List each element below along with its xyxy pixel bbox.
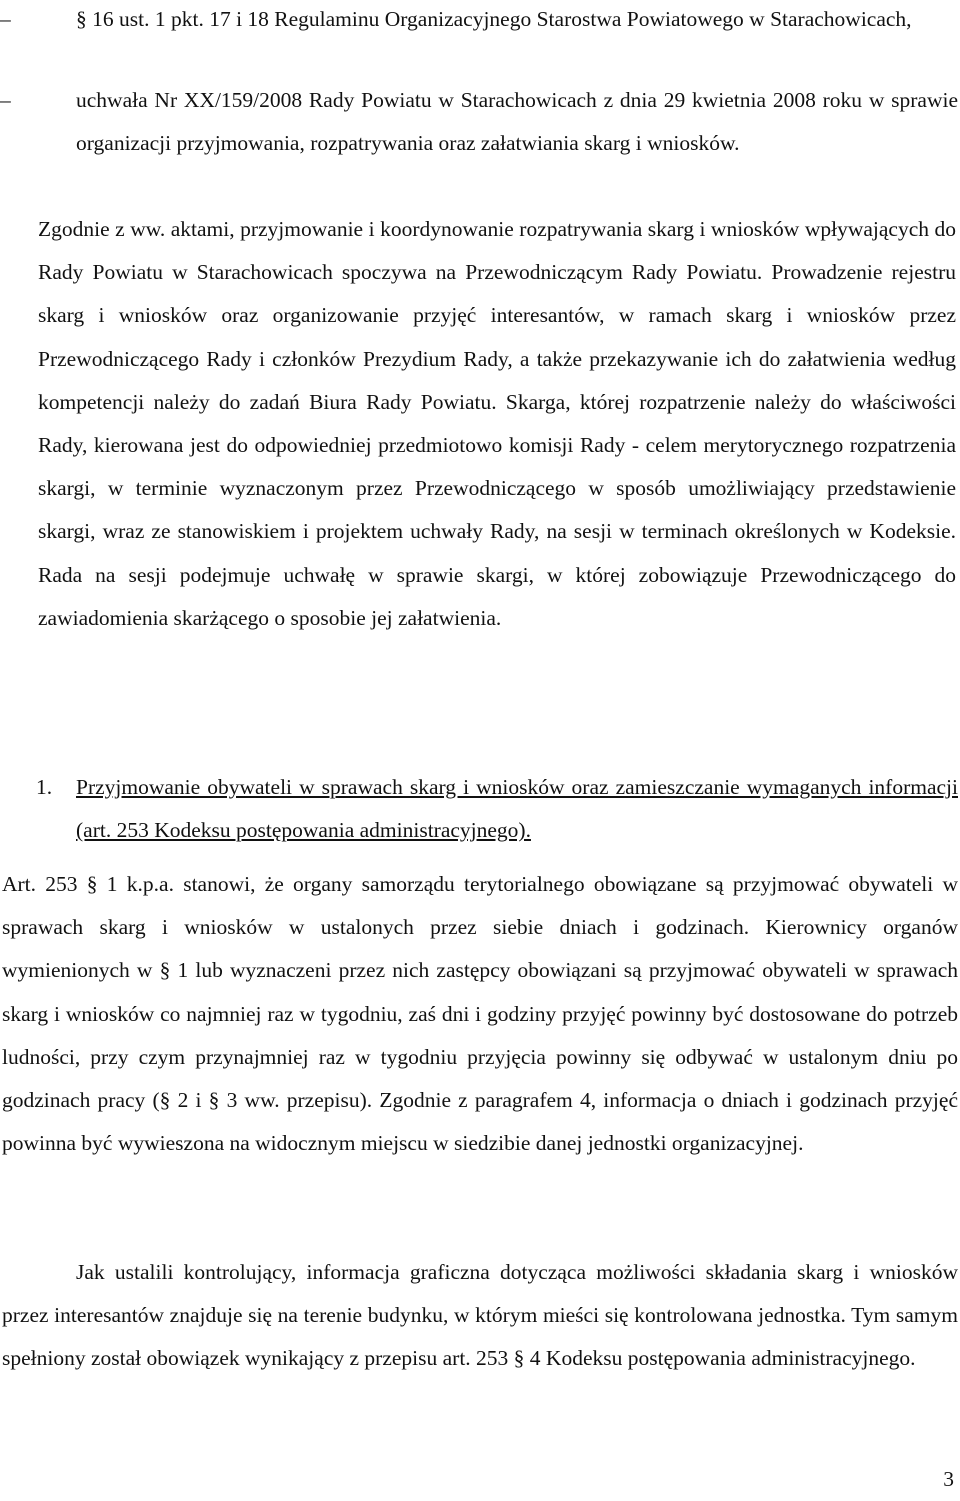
list-item-text: uchwała Nr XX/159/2008 Rady Powiatu w Starachowicach z dnia 29 kwietnia 2008 roku w sprawie organizacji przyjmowania, rozpatrywania oraz załatwiania skarg i wniosków. bbox=[76, 88, 958, 156]
list-dash: – bbox=[0, 7, 11, 31]
section-number: 1. bbox=[36, 775, 53, 799]
list-dash: – bbox=[0, 88, 11, 112]
legal-basis-item bbox=[0, 79, 958, 165]
section-heading bbox=[0, 766, 958, 852]
list-item-text: § 16 ust. 1 pkt. 17 i 18 Regulaminu Organizacyjnego Starostwa Powiatowego w Starachowicach, bbox=[76, 7, 912, 31]
section-title: Przyjmowanie obywateli w sprawach skarg i wniosków oraz zamieszczanie wymaganych informacji (art. 253 Kodeksu postępowania administracyjnego). bbox=[76, 775, 958, 843]
paragraph: Zgodnie z ww. aktami, przyjmowanie i koordynowanie rozpatrywania skarg i wniosków wpływających do Rady Powiatu w Starachowicach spoczywa na Przewodniczącym Rady Powiatu. Prowadzenie rejestru skarg i wniosków oraz organizowanie przyjęć interesantów, w ramach skarg i wniosków przez Przewodniczącego Rady i członków Prezydium Rady, a także przekazywanie ich do załatwienia według kompetencji należy do zadań Biura Rady Powiatu. Skarga, której rozpatrzenie należy do właściwości Rady, kierowana jest do odpowiedniej przedmiotowo komisji Rady - celem merytorycznego rozpatrzenia skargi, w terminie wyznaczonym przez Przewodniczącego w sposób umożliwiający przedstawienie skargi, wraz ze stanowiskiem i projektem uchwały Rady, na sesji w terminach określonych w Kodeksie. Rada na sesji podejmuje uchwałę w sprawie skargi, w której zobowiązuje Przewodniczącego do zawiadomienia skarżącego o sposobie jej załatwienia. bbox=[38, 217, 956, 630]
paragraph: Art. 253 § 1 k.p.a. stanowi, że organy samorządu terytorialnego obowiązane są przyjmować obywateli w sprawach skarg i wniosków w ustalonych przez siebie dniach i godzinach. Kierownicy organów wymienionych w § 1 lub wyznaczeni przez nich zastępcy obowiązani są przyjmować obywateli w sprawach skarg i wniosków co najmniej raz w tygodniu, zaś dni i godziny przyjęć powinny być dostosowane do potrzeb ludności, przy czym przynajmniej raz w tygodniu przyjęcia powinny się odbywać w ustalonym dniu po godzinach pracy (§ 2 i § 3 ww. przepisu). Zgodnie z paragrafem 4, informacja o dniach i godzinach przyjęć powinna być wywieszona na widocznym miejscu w siedzibie danej jednostki organizacyjnej. bbox=[2, 872, 958, 1156]
legal-basis-item bbox=[0, 0, 958, 41]
page-number: 3 bbox=[943, 1467, 954, 1491]
paragraph: Jak ustalili kontrolujący, informacja graficzna dotycząca możliwości składania skarg i wniosków przez interesantów znajduje się na terenie budynku, w którym mieści się kontrolowana jednostka. Tym samym spełniony został obowiązek wynikający z przepisu art. 253 § 4 Kodeksu postępowania administracyjnego. bbox=[2, 1260, 958, 1371]
